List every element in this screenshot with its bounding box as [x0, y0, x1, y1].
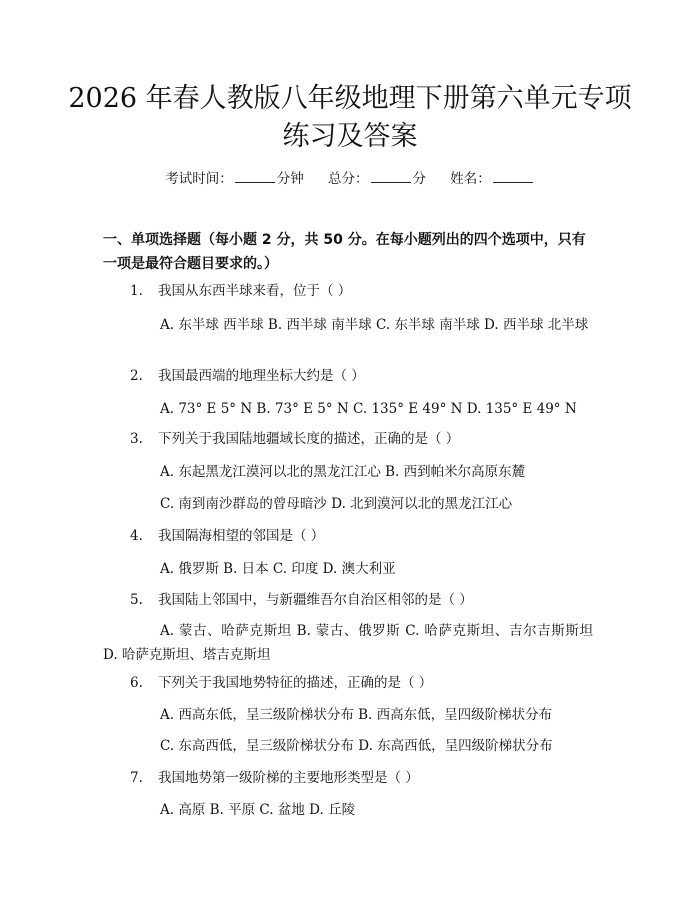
exam-info-line: [0, 170, 700, 188]
question-options: A. 东半球 西半球 B. 西半球 南半球 C. 东半球 南半球 D. 西半球 北半球: [160, 317, 589, 333]
question-text: 下列关于我国陆地疆域长度的描述，正确的是（ ）: [158, 431, 460, 447]
question-number: 1.: [130, 283, 143, 299]
question-options: A. 73° E 5° N B. 73° E 5° N C. 135° E 49° N D. 135° E 49° N: [160, 401, 577, 417]
question-text: 我国地势第一级阶梯的主要地形类型是（ ）: [158, 770, 419, 786]
question-stem: [130, 282, 351, 300]
question-number: 7.: [130, 770, 143, 786]
question-text: 我国最西端的地理坐标大约是（ ）: [158, 368, 365, 384]
student-name-label: 姓名：: [450, 171, 491, 187]
question-stem: [130, 430, 459, 448]
question-options: A. 东起黑龙江漠河以北的黑龙江江心 B. 西到帕米尔高原东麓: [160, 464, 526, 480]
exam-time: [165, 170, 304, 188]
question-stem: [130, 367, 365, 385]
question-number: 2.: [130, 368, 143, 384]
question-options: A. 蒙古、哈萨克斯坦 B. 蒙古、俄罗斯 C. 哈萨克斯坦、吉尔吉斯斯坦 D. 哈萨克斯坦、塔吉克斯坦: [103, 623, 593, 663]
question-number: 3.: [130, 431, 143, 447]
document-title: 2026 年春人教版八年级地理下册第六单元专项练习及答案: [68, 83, 632, 152]
question-stem: [130, 527, 324, 545]
question-number: 4.: [130, 528, 143, 544]
question-options: A. 高原 B. 平原 C. 盆地 D. 丘陵: [160, 802, 356, 818]
question-text: 我国从东西半球来看，位于（ ）: [158, 283, 352, 299]
question-number: 6.: [130, 675, 143, 691]
section-heading: 一、单项选择题（每小题 2 分，共 50 分。在每小题列出的四个选项中，只有一项是最符合题目要求的。）: [103, 232, 586, 272]
question-text: 下列关于我国地势特征的描述，正确的是（ ）: [158, 675, 433, 691]
question-options: C. 东高西低，呈三级阶梯状分布 D. 东高西低，呈四级阶梯状分布: [160, 738, 553, 754]
exam-time-label: 考试时间：: [165, 171, 233, 187]
total-score-blank[interactable]: [371, 170, 411, 183]
question-stem: [130, 769, 419, 787]
total-score-unit: 分: [412, 171, 426, 187]
question-options: A. 西高东低，呈三级阶梯状分布 B. 西高东低，呈四级阶梯状分布: [160, 707, 553, 723]
question-stem: [130, 674, 432, 692]
question-options: C. 南到南沙群岛的曾母暗沙 D. 北到漠河以北的黑龙江江心: [160, 496, 513, 512]
question-text: 我国陆上邻国中，与新疆维吾尔自治区相邻的是（ ）: [158, 592, 473, 608]
question-stem: [130, 591, 473, 609]
exam-time-blank[interactable]: [235, 170, 275, 183]
total-score-label: 总分：: [328, 171, 369, 187]
student-name: [450, 170, 535, 188]
question-number: 5.: [130, 592, 143, 608]
student-name-blank[interactable]: [493, 170, 533, 183]
question-options: A. 俄罗斯 B. 日本 C. 印度 D. 澳大利亚: [160, 561, 396, 577]
total-score: [328, 170, 426, 188]
question-text: 我国隔海相望的邻国是（ ）: [158, 528, 325, 544]
exam-time-unit: 分钟: [276, 171, 304, 187]
